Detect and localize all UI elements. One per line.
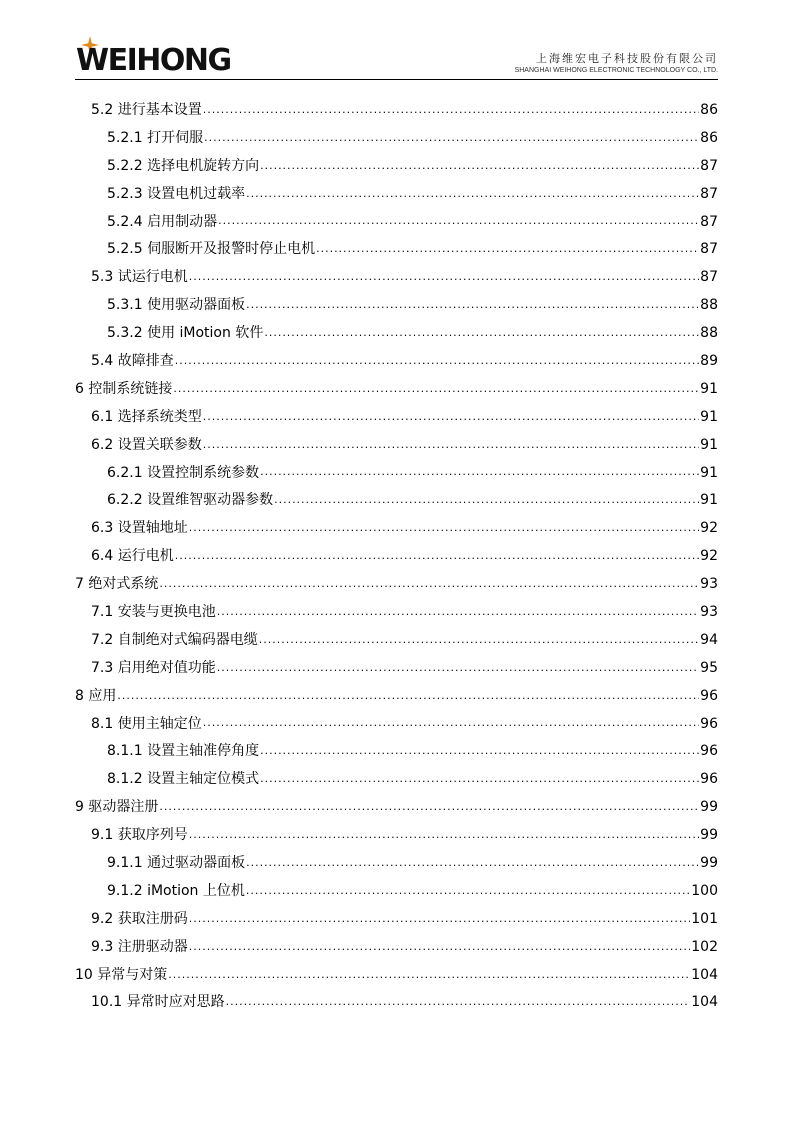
company-name-cn: 上海维宏电子科技股份有限公司 — [536, 52, 718, 65]
toc-entry-page: 91 — [700, 492, 718, 509]
toc-entry-page: 92 — [700, 520, 718, 537]
toc-entry-page: 91 — [700, 436, 718, 453]
toc-entry[interactable] — [75, 570, 718, 598]
toc-entry-page: 96 — [700, 771, 718, 788]
toc-dot-leader — [117, 687, 699, 705]
toc-entry[interactable] — [75, 598, 718, 626]
toc-dot-leader — [203, 101, 699, 119]
toc-entry-title: 5.2.1 打开伺服 — [107, 129, 204, 146]
toc-entry-title: 5.3.2 使用 iMotion 软件 — [107, 325, 264, 342]
toc-entry[interactable] — [75, 989, 718, 1017]
toc-dot-leader — [173, 380, 699, 398]
toc-entry-title: 5.3 试运行电机 — [91, 269, 188, 286]
toc-entry-page: 87 — [700, 157, 718, 174]
toc-entry-page: 96 — [700, 743, 718, 760]
toc-entry-title: 5.2.2 选择电机旋转方向 — [107, 157, 260, 174]
toc-dot-leader — [175, 547, 699, 565]
toc-dot-leader — [159, 798, 699, 816]
toc-entry-page: 87 — [700, 269, 718, 286]
toc-dot-leader — [203, 714, 699, 732]
toc-entry-title: 8 应用 — [75, 687, 117, 704]
toc-entry-title: 6.2.2 设置维智驱动器参数 — [107, 492, 274, 509]
toc-entry-title: 9 驱动器注册 — [75, 799, 159, 816]
toc-dot-leader — [264, 324, 699, 342]
toc-entry[interactable] — [75, 375, 718, 403]
toc-entry-page: 104 — [691, 994, 718, 1011]
toc-entry-page: 99 — [700, 827, 718, 844]
toc-entry[interactable] — [75, 654, 718, 682]
toc-entry-title: 10 异常与对策 — [75, 966, 168, 983]
header-divider — [75, 79, 718, 80]
toc-entry-title: 6 控制系统链接 — [75, 380, 173, 397]
toc-entry-page: 96 — [700, 687, 718, 704]
toc-entry-page: 99 — [700, 799, 718, 816]
toc-dot-leader — [260, 157, 699, 175]
toc-entry[interactable] — [75, 765, 718, 793]
toc-entry-page: 87 — [700, 213, 718, 230]
toc-entry-page: 100 — [691, 882, 718, 899]
toc-entry[interactable] — [75, 905, 718, 933]
toc-entry-page: 88 — [700, 297, 718, 314]
toc-entry-title: 5.2.5 伺服断开及报警时停止电机 — [107, 241, 316, 258]
toc-entry[interactable] — [75, 542, 718, 570]
toc-entry[interactable] — [75, 152, 718, 180]
toc-entry-page: 91 — [700, 464, 718, 481]
logo-text: WEIHONG — [76, 43, 231, 78]
toc-entry-title: 6.1 选择系统类型 — [91, 408, 202, 425]
toc-entry-page: 94 — [700, 631, 718, 648]
toc-dot-leader — [217, 659, 699, 677]
toc-entry-page: 91 — [700, 380, 718, 397]
toc-dot-leader — [274, 491, 699, 509]
toc-entry-page: 86 — [700, 101, 718, 118]
toc-entry-page: 89 — [700, 352, 718, 369]
toc-entry-title: 8.1.1 设置主轴准停角度 — [107, 743, 260, 760]
toc-entry[interactable] — [75, 933, 718, 961]
toc-entry[interactable] — [75, 459, 718, 487]
toc-entry-page: 87 — [700, 185, 718, 202]
toc-entry-page: 88 — [700, 325, 718, 342]
page-header — [75, 36, 718, 80]
toc-dot-leader — [217, 603, 699, 621]
toc-dot-leader — [189, 938, 691, 956]
toc-dot-leader — [260, 770, 699, 788]
toc-entry-page: 99 — [700, 854, 718, 871]
toc-entry[interactable] — [75, 291, 718, 319]
toc-entry[interactable] — [75, 96, 718, 124]
toc-entry[interactable] — [75, 403, 718, 431]
toc-entry-title: 5.2.3 设置电机过载率 — [107, 185, 246, 202]
toc-entry[interactable] — [75, 877, 718, 905]
toc-entry[interactable] — [75, 514, 718, 542]
toc-entry-title: 8.1.2 设置主轴定位模式 — [107, 771, 260, 788]
toc-entry-title: 5.2.4 启用制动器 — [107, 213, 218, 230]
toc-entry-title: 6.3 设置轴地址 — [91, 520, 188, 537]
toc-entry-title: 7 绝对式系统 — [75, 576, 159, 593]
toc-entry-page: 91 — [700, 408, 718, 425]
toc-entry[interactable] — [75, 347, 718, 375]
toc-entry[interactable] — [75, 737, 718, 765]
weihong-logo — [75, 36, 250, 80]
toc-entry-page: 87 — [700, 241, 718, 258]
toc-entry[interactable] — [75, 710, 718, 738]
toc-entry-title: 10.1 异常时应对思路 — [91, 994, 225, 1011]
toc-dot-leader — [159, 575, 699, 593]
toc-dot-leader — [218, 212, 699, 230]
toc-entry[interactable] — [75, 319, 718, 347]
toc-dot-leader — [189, 826, 699, 844]
toc-entry-title: 6.2.1 设置控制系统参数 — [107, 464, 260, 481]
toc-entry[interactable] — [75, 124, 718, 152]
toc-entry[interactable] — [75, 821, 718, 849]
toc-entry[interactable] — [75, 961, 718, 989]
toc-entry-title: 9.1.1 通过驱动器面板 — [107, 854, 246, 871]
toc-dot-leader — [260, 463, 699, 481]
toc-entry[interactable] — [75, 626, 718, 654]
toc-entry[interactable] — [75, 849, 718, 877]
table-of-contents — [75, 96, 718, 1016]
toc-entry-title: 5.2 进行基本设置 — [91, 101, 202, 118]
toc-dot-leader — [246, 296, 699, 314]
toc-dot-leader — [246, 854, 699, 872]
toc-entry-page: 93 — [700, 576, 718, 593]
toc-entry-title: 9.3 注册驱动器 — [91, 938, 188, 955]
toc-dot-leader — [246, 882, 690, 900]
toc-entry[interactable] — [75, 682, 718, 710]
toc-entry-page: 102 — [691, 938, 718, 955]
toc-entry[interactable] — [75, 235, 718, 263]
toc-entry-title: 5.4 故障排查 — [91, 352, 174, 369]
toc-entry-page: 86 — [700, 129, 718, 146]
toc-entry[interactable] — [75, 486, 718, 514]
toc-entry[interactable] — [75, 263, 718, 291]
toc-dot-leader — [203, 408, 699, 426]
toc-dot-leader — [203, 436, 699, 454]
toc-dot-leader — [226, 993, 691, 1011]
toc-dot-leader — [259, 631, 699, 649]
toc-entry-title: 9.1 获取序列号 — [91, 827, 188, 844]
toc-entry-page: 101 — [691, 910, 718, 927]
toc-entry-title: 7.2 自制绝对式编码器电缆 — [91, 631, 258, 648]
toc-dot-leader — [316, 240, 699, 258]
toc-entry-title: 8.1 使用主轴定位 — [91, 715, 202, 732]
toc-entry[interactable] — [75, 208, 718, 236]
toc-entry[interactable] — [75, 431, 718, 459]
toc-dot-leader — [260, 742, 699, 760]
toc-entry-title: 6.4 运行电机 — [91, 548, 174, 565]
toc-entry-page: 92 — [700, 548, 718, 565]
company-name-en: SHANGHAI WEIHONG ELECTRONIC TECHNOLOGY CO., LTD. — [514, 67, 718, 74]
toc-dot-leader — [204, 129, 699, 147]
toc-entry-page: 96 — [700, 715, 718, 732]
toc-entry-title: 9.1.2 iMotion 上位机 — [107, 882, 245, 899]
toc-entry[interactable] — [75, 793, 718, 821]
toc-entry-page: 104 — [691, 966, 718, 983]
toc-entry-title: 9.2 获取注册码 — [91, 910, 188, 927]
toc-entry-page: 95 — [700, 659, 718, 676]
toc-dot-leader — [189, 519, 699, 537]
toc-entry-title: 7.3 启用绝对值功能 — [91, 659, 216, 676]
toc-dot-leader — [168, 966, 690, 984]
toc-entry-title: 7.1 安装与更换电池 — [91, 603, 216, 620]
toc-dot-leader — [189, 910, 691, 928]
toc-dot-leader — [246, 185, 699, 203]
toc-dot-leader — [175, 352, 699, 370]
toc-entry-title: 6.2 设置关联参数 — [91, 436, 202, 453]
toc-dot-leader — [189, 268, 699, 286]
toc-entry[interactable] — [75, 180, 718, 208]
toc-entry-title: 5.3.1 使用驱动器面板 — [107, 297, 246, 314]
toc-entry-page: 93 — [700, 603, 718, 620]
